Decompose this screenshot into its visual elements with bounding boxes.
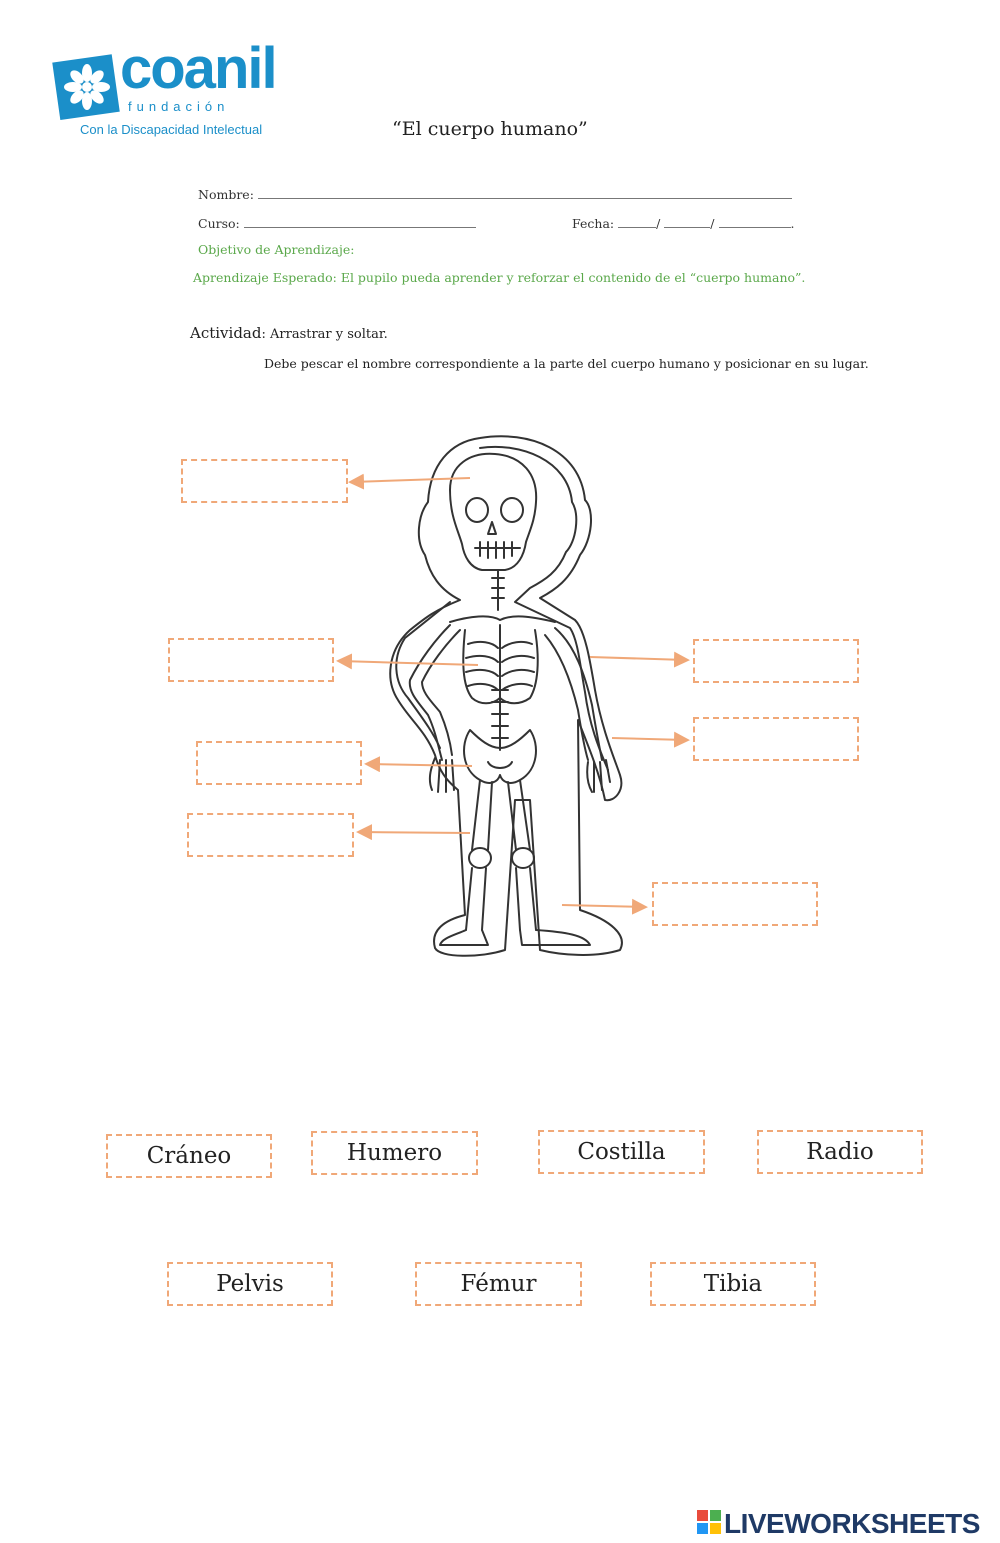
- activity-label: Actividad: [190, 324, 262, 342]
- page-title: “El cuerpo humano”: [392, 118, 588, 140]
- drop-zone-ribs[interactable]: [168, 638, 334, 682]
- word-radio[interactable]: Radio: [757, 1130, 923, 1174]
- curso-label: Curso:: [198, 216, 240, 231]
- word-craneo[interactable]: Cráneo: [106, 1134, 272, 1178]
- arrow-radio: [612, 738, 686, 740]
- word-tibia[interactable]: Tibia: [650, 1262, 816, 1306]
- fecha-end: .: [790, 216, 795, 231]
- drop-zone-femur[interactable]: [187, 813, 354, 857]
- word-humero[interactable]: Humero: [311, 1131, 478, 1175]
- arrow-femur: [360, 832, 470, 833]
- drop-zone-skull[interactable]: [181, 459, 348, 503]
- nombre-label: Nombre:: [198, 187, 254, 202]
- fecha-sep: /: [656, 216, 661, 231]
- logo-tagline: Con la Discapacidad Intelectual: [80, 122, 263, 137]
- logo-name: coanil: [120, 36, 276, 101]
- objetivo-text: Objetivo de Aprendizaje:: [198, 242, 355, 257]
- esperado-text: Aprendizaje Esperado: El pupilo pueda aprender y reforzar el contenido de el “cuerpo humano”.: [193, 270, 806, 285]
- drop-zone-humerus[interactable]: [693, 639, 859, 683]
- activity-instruction: Debe pescar el nombre correspondiente a la parte del cuerpo humano y posicionar en su lugar.: [264, 356, 869, 371]
- drop-zone-radius[interactable]: [693, 717, 859, 761]
- word-femur[interactable]: Fémur: [415, 1262, 582, 1306]
- logo-subtitle: fundación: [128, 99, 230, 114]
- arrow-humero: [590, 657, 686, 660]
- fecha-sep: /: [710, 216, 715, 231]
- fecha-label: Fecha:: [572, 216, 615, 231]
- word-pelvis[interactable]: Pelvis: [167, 1262, 333, 1306]
- liveworksheets-brand: LIVEWORKSHEETS: [724, 1508, 980, 1539]
- drop-zone-tibia[interactable]: [652, 882, 818, 926]
- activity-text: : Arrastrar y soltar.: [261, 327, 388, 342]
- arrow-pelvis: [368, 764, 472, 766]
- arrow-costilla: [340, 661, 478, 665]
- liveworksheets-badge-icon: [697, 1510, 721, 1534]
- word-costilla[interactable]: Costilla: [538, 1130, 705, 1174]
- arrow-tibia: [562, 905, 644, 907]
- arrow-craneo: [352, 478, 470, 482]
- drop-zone-pelvis[interactable]: [196, 741, 362, 785]
